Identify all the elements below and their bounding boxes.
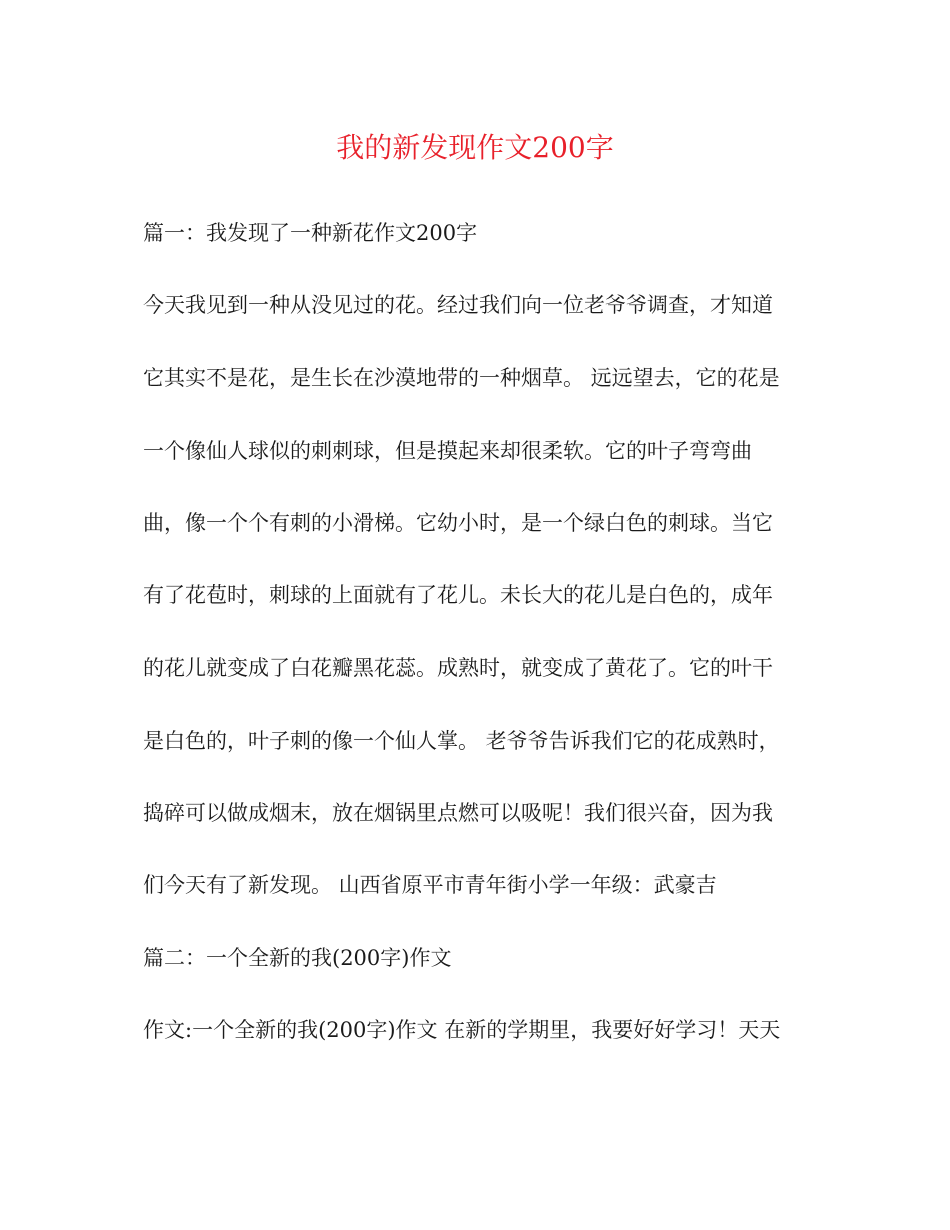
document-title: 我的新发现作文200字 bbox=[336, 131, 614, 164]
paragraph-line: 它其实不是花，是生长在沙漠地带的一种烟草。 远远望去，它的花是 bbox=[143, 366, 780, 390]
paragraph-line: 曲，像一个个有刺的小滑梯。它幼小时，是一个绿白色的刺球。当它 bbox=[143, 511, 773, 535]
paragraph-line: 们今天有了新发现。 山西省原平市青年街小学一年级：武豪吉 bbox=[143, 873, 717, 897]
paragraph-line: 是白色的，叶子刺的像一个仙人掌。 老爷爷告诉我们它的花成熟时， bbox=[143, 729, 780, 753]
paragraph-line: 一个像仙人球似的刺刺球，但是摸起来却很柔软。它的叶子弯弯曲 bbox=[143, 439, 752, 463]
paragraph-line: 今天我见到一种从没见过的花。经过我们向一位老爷爷调查，才知道 bbox=[143, 293, 773, 317]
paragraph-line: 有了花苞时，刺球的上面就有了花儿。未长大的花儿是白色的，成年 bbox=[143, 583, 773, 607]
paragraph-line: 捣碎可以做成烟末，放在烟锅里点燃可以吸呢！我们很兴奋，因为我 bbox=[143, 801, 773, 825]
section-heading-1: 篇一：我发现了一种新花作文200字 bbox=[143, 221, 478, 245]
paragraph-line: 的花儿就变成了白花瓣黑花蕊。成熟时，就变成了黄花了。它的叶干 bbox=[143, 656, 773, 680]
section-heading-2: 篇二：一个全新的我(200字)作文 bbox=[143, 946, 452, 970]
paragraph-line: 作文:一个全新的我(200字)作文 在新的学期里，我要好好学习！天天 bbox=[143, 1018, 781, 1042]
